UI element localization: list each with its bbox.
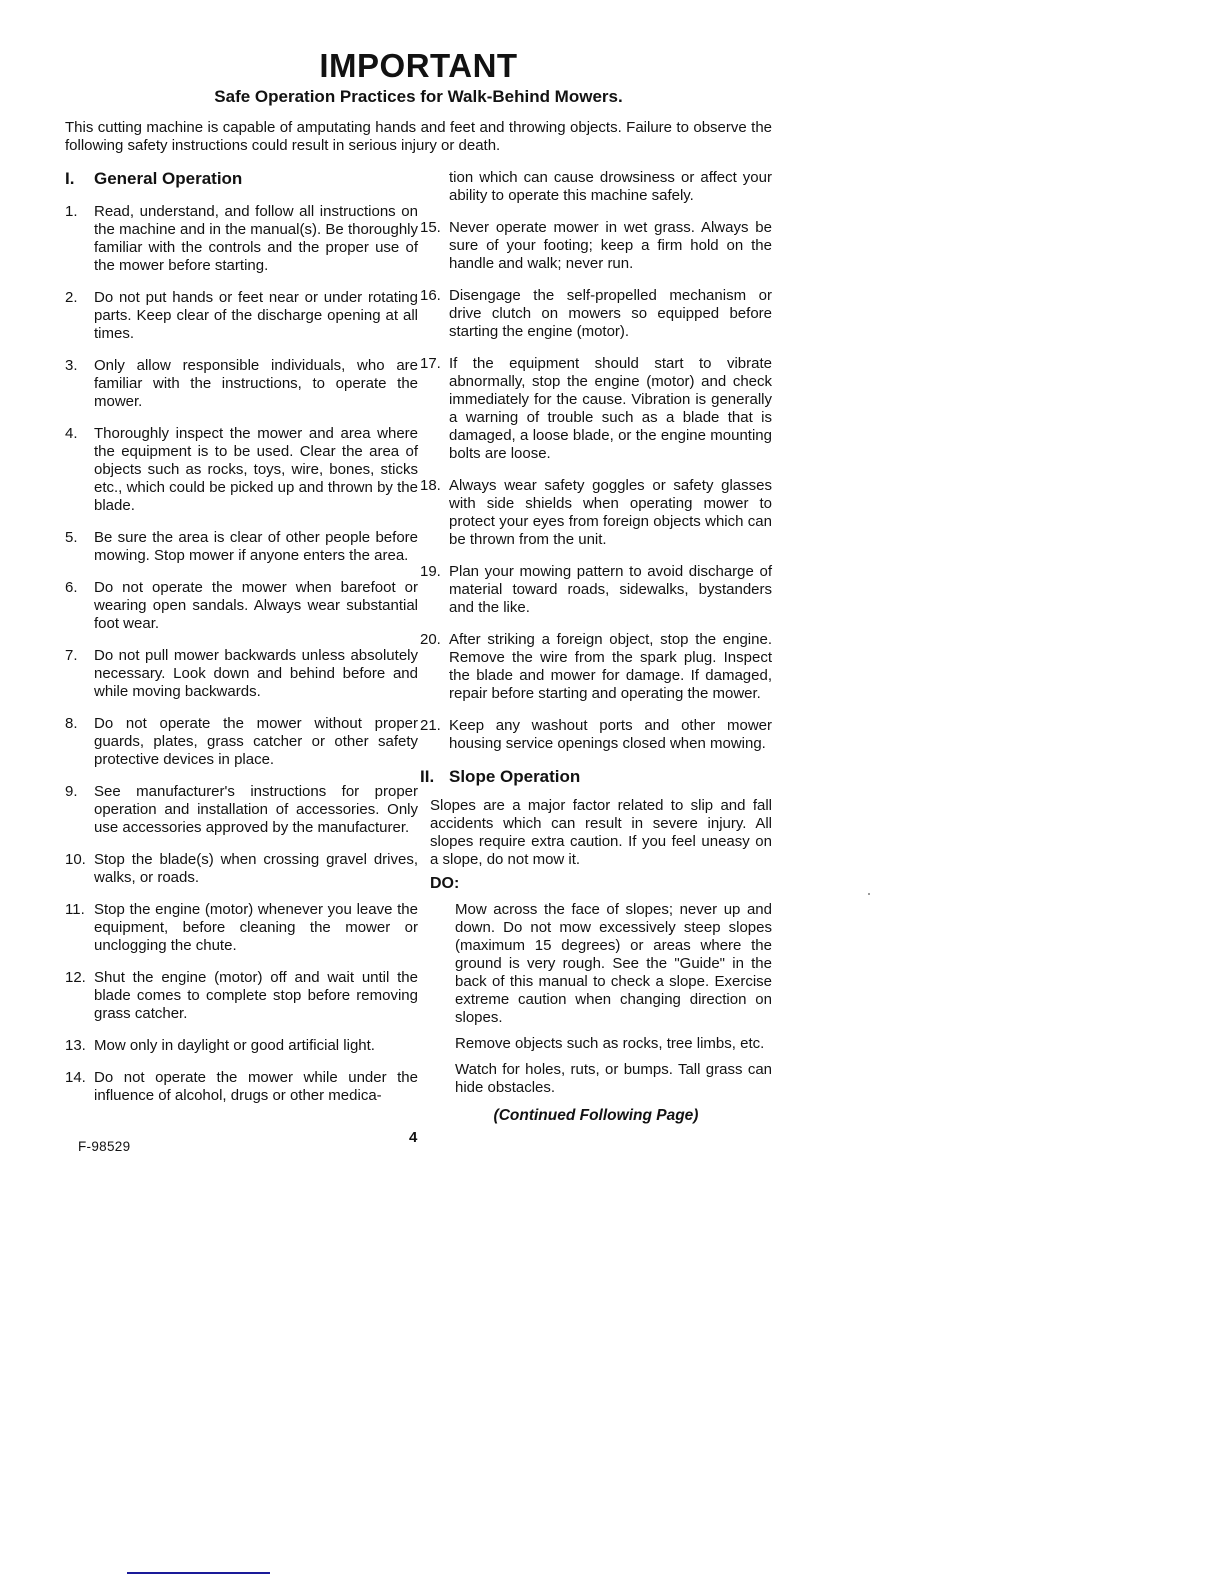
doc-header <box>65 48 772 107</box>
general-item-9 <box>65 783 418 837</box>
slope-operation-section <box>420 767 772 1097</box>
general-item-2 <box>65 289 418 343</box>
section-number: I. <box>65 169 75 188</box>
page-content <box>65 48 772 1125</box>
general-item-19 <box>420 563 772 617</box>
item-text: Do not put hands or feet near or under rotating parts. Keep clear of the discharge opening at all times. <box>94 289 418 342</box>
item-number: 15. <box>420 219 441 236</box>
page-number: 4 <box>409 1129 418 1146</box>
continued-note: (Continued Following Page) <box>493 1107 699 1124</box>
general-item-14 <box>65 1069 418 1105</box>
do-item-2: Remove objects such as rocks, tree limbs, etc. <box>455 1035 765 1052</box>
page-title: IMPORTANT <box>319 47 518 84</box>
item-number: 12. <box>65 969 86 986</box>
item-number: 11. <box>65 901 85 918</box>
item-number: 6. <box>65 579 78 596</box>
do-item-1: Mow across the face of slopes; never up and down. Do not mow excessively steep slopes (maximum 15 degrees) or areas where the ground is very rough. See the "Guide" in the back of this manual to check a slope. Exercise extreme caution when changing direction on slopes. <box>455 901 772 1026</box>
item-text: Disengage the self-propelled mechanism or drive clutch on mowers so equipped before starting the engine (motor). <box>449 287 772 340</box>
item-number: 20. <box>420 631 441 648</box>
item-14-continuation: tion which can cause drowsiness or affect your ability to operate this machine safely. <box>449 169 772 204</box>
item-text: Only allow responsible individuals, who are familiar with the instructions, to operate the mower. <box>94 357 418 410</box>
page-subtitle: Safe Operation Practices for Walk-Behind Mowers. <box>214 87 623 106</box>
item-text: Always wear safety goggles or safety glasses with side shields when operating mower to protect your eyes from foreign objects which can be thrown from the unit. <box>449 477 772 548</box>
item-text: Keep any washout ports and other mower housing service openings closed when mowing. <box>449 717 772 752</box>
item-text: Do not operate the mower while under the influence of alcohol, drugs or other medica- <box>94 1069 418 1104</box>
do-label: DO: <box>430 875 460 892</box>
item-number: 19. <box>420 563 441 580</box>
item-text: Mow only in daylight or good artificial light. <box>94 1037 375 1054</box>
item-number: 10. <box>65 851 86 868</box>
form-number: F-98529 <box>78 1139 131 1154</box>
general-item-16 <box>420 287 772 341</box>
general-item-18 <box>420 477 772 549</box>
do-item-3: Watch for holes, ruts, or bumps. Tall grass can hide obstacles. <box>455 1061 772 1096</box>
item-number: 5. <box>65 529 78 546</box>
item-text: Shut the engine (motor) off and wait until the blade comes to complete stop before removing grass catcher. <box>94 969 418 1022</box>
item-number: 7. <box>65 647 78 664</box>
section-heading-slope <box>420 767 772 787</box>
item-text: Do not pull mower backwards unless absolutely necessary. Look down and behind before and while moving backwards. <box>94 647 418 700</box>
general-item-21 <box>420 717 772 753</box>
item-number: 16. <box>420 287 441 304</box>
intro-paragraph: This cutting machine is capable of amputating hands and feet and throwing objects. Failure to observe the following safety instructions could result in serious injury or death. <box>65 119 772 154</box>
item-number: 1. <box>65 203 78 220</box>
general-item-1 <box>65 203 418 275</box>
left-column <box>65 169 418 1125</box>
item-text: Stop the engine (motor) whenever you leave the equipment, before cleaning the mower or unclogging the chute. <box>94 901 418 954</box>
item-text: Read, understand, and follow all instructions on the machine and in the manual(s). Be thoroughly familiar with the controls and the proper use of the mower before starting. <box>94 203 418 274</box>
general-item-13 <box>65 1037 418 1055</box>
item-text: Plan your mowing pattern to avoid discharge of material toward roads, sidewalks, bystanders and the like. <box>449 563 772 616</box>
item-number: 18. <box>420 477 441 494</box>
item-text: If the equipment should start to vibrate abnormally, stop the engine (motor) and check immediately for the cause. Vibration is generally a warning of trouble such as a blade that is damaged, a loose blade, or the engine mounting bolts are loose. <box>449 355 772 462</box>
general-item-5 <box>65 529 418 565</box>
general-item-20 <box>420 631 772 703</box>
general-item-4 <box>65 425 418 515</box>
section-heading-general <box>65 169 418 189</box>
general-item-8 <box>65 715 418 769</box>
item-text: Do not operate the mower without proper guards, plates, grass catcher or other safety protective devices in place. <box>94 715 418 768</box>
item-number: 17. <box>420 355 441 372</box>
general-item-7 <box>65 647 418 701</box>
bottom-rule-line <box>127 1572 270 1574</box>
item-number: 4. <box>65 425 78 442</box>
section-label: Slope Operation <box>449 767 581 786</box>
item-number: 9. <box>65 783 78 800</box>
item-number: 2. <box>65 289 78 306</box>
item-number: 13. <box>65 1037 86 1054</box>
general-item-11 <box>65 901 418 955</box>
general-item-6 <box>65 579 418 633</box>
item-text: Never operate mower in wet grass. Always be sure of your footing; keep a firm hold on the handle and walk; never run. <box>449 219 772 272</box>
item-text: Be sure the area is clear of other people before mowing. Stop mower if anyone enters the area. <box>94 529 418 564</box>
item-text: Stop the blade(s) when crossing gravel drives, walks, or roads. <box>94 851 418 886</box>
item-number: 14. <box>65 1069 86 1086</box>
item-number: 8. <box>65 715 78 732</box>
slope-intro-paragraph: Slopes are a major factor related to slip and fall accidents which can result in severe injury. All slopes require extra caution. If you feel uneasy on a slope, do not mow it. <box>430 797 772 868</box>
item-text: Do not operate the mower when barefoot or wearing open sandals. Always wear substantial foot wear. <box>94 579 418 632</box>
item-number: 21. <box>420 717 441 734</box>
right-column <box>420 169 772 1125</box>
item-text: See manufacturer's instructions for proper operation and installation of accessories. Only use accessories approved by the manufacturer. <box>94 783 418 836</box>
scan-artifact-dot <box>868 893 870 895</box>
general-item-15 <box>420 219 772 273</box>
general-item-10 <box>65 851 418 887</box>
item-number: 3. <box>65 357 78 374</box>
general-item-3 <box>65 357 418 411</box>
section-label: General Operation <box>94 169 243 188</box>
section-number: II. <box>420 767 435 786</box>
general-item-12 <box>65 969 418 1023</box>
item-text: After striking a foreign object, stop the engine. Remove the wire from the spark plug. Inspect the blade and mower for damage. If damaged, repair before starting and operating the mower. <box>449 631 772 702</box>
item-text: Thoroughly inspect the mower and area where the equipment is to be used. Clear the area of objects such as rocks, toys, wire, bones, sticks etc., which could be picked up and thrown by the blade. <box>94 425 418 514</box>
general-item-17 <box>420 355 772 463</box>
two-column-layout <box>65 169 772 1125</box>
